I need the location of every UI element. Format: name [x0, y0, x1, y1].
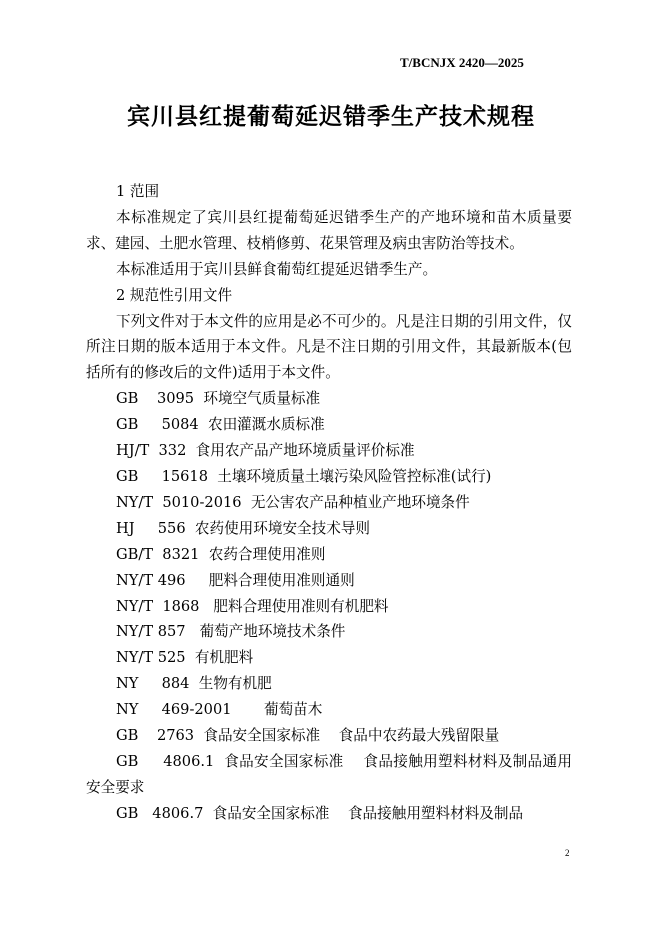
reference-item: GB 15618 土壤环境质量土壤污染风险管控标准(试行)	[116, 467, 492, 485]
reference-item: GB/T 8321 农药合理使用准则	[116, 545, 326, 563]
section-2-heading: 2 规范性引用文件	[116, 286, 233, 304]
reference-item: HJ/T 332 食用农产品产地环境质量评价标准	[116, 442, 415, 460]
reference-item: NY/T 5010-2016 无公害农产品种植业产地环境条件	[116, 493, 470, 511]
standard-code: T/BCNJX 2420—2025	[400, 55, 524, 70]
reference-item-long: GB 4806.1 食品安全国家标准 食品接触用塑料材料及制品通用安全要求	[86, 752, 572, 796]
section-2-paragraph: 下列文件对于本文件的应用是必不可少的。凡是注日期的引用文件，仅所注日期的版本适用于本文件。凡是不注日期的引用文件，其最新版本(包括所有的修改后的文件)适用于本文件。	[86, 312, 572, 382]
section-1-paragraph-scope: 本标准规定了宾川县红提葡萄延迟错季生产的产地环境和苗木质量要求、建园、土肥水管理、枝梢修剪、花果管理及病虫害防治等技术。	[86, 208, 572, 252]
reference-item: NY 469-2001 葡萄苗木	[116, 701, 323, 719]
page-number: 2	[565, 848, 570, 858]
reference-item: NY/T 857 葡萄产地环境技术条件	[116, 623, 346, 641]
reference-item: GB 3095 环境空气质量标准	[116, 390, 321, 408]
reference-item: GB 5084 农田灌溉水质标准	[116, 416, 325, 434]
section-1-heading: 1 范围	[116, 183, 160, 200]
document-body	[86, 179, 572, 827]
reference-item: GB 2763 食品安全国家标准 食品中农药最大残留限量	[116, 727, 500, 745]
section-1-paragraph-applicability: 本标准适用于宾川县鲜食葡萄红提延迟错季生产。	[116, 260, 438, 278]
reference-item: NY/T 1868 肥料合理使用准则有机肥料	[116, 597, 389, 615]
reference-item: GB 4806.7 食品安全国家标准 食品接触用塑料材料及制品	[116, 804, 524, 822]
reference-item: HJ 556 农药使用环境安全技术导则	[116, 519, 371, 537]
reference-item: NY/T 525 有机肥料	[116, 649, 254, 667]
reference-item: NY/T 496 肥料合理使用准则通则	[116, 571, 355, 589]
reference-item: NY 884 生物有机肥	[116, 675, 272, 693]
document-title: 宾川县红提葡萄延迟错季生产技术规程	[127, 103, 535, 130]
